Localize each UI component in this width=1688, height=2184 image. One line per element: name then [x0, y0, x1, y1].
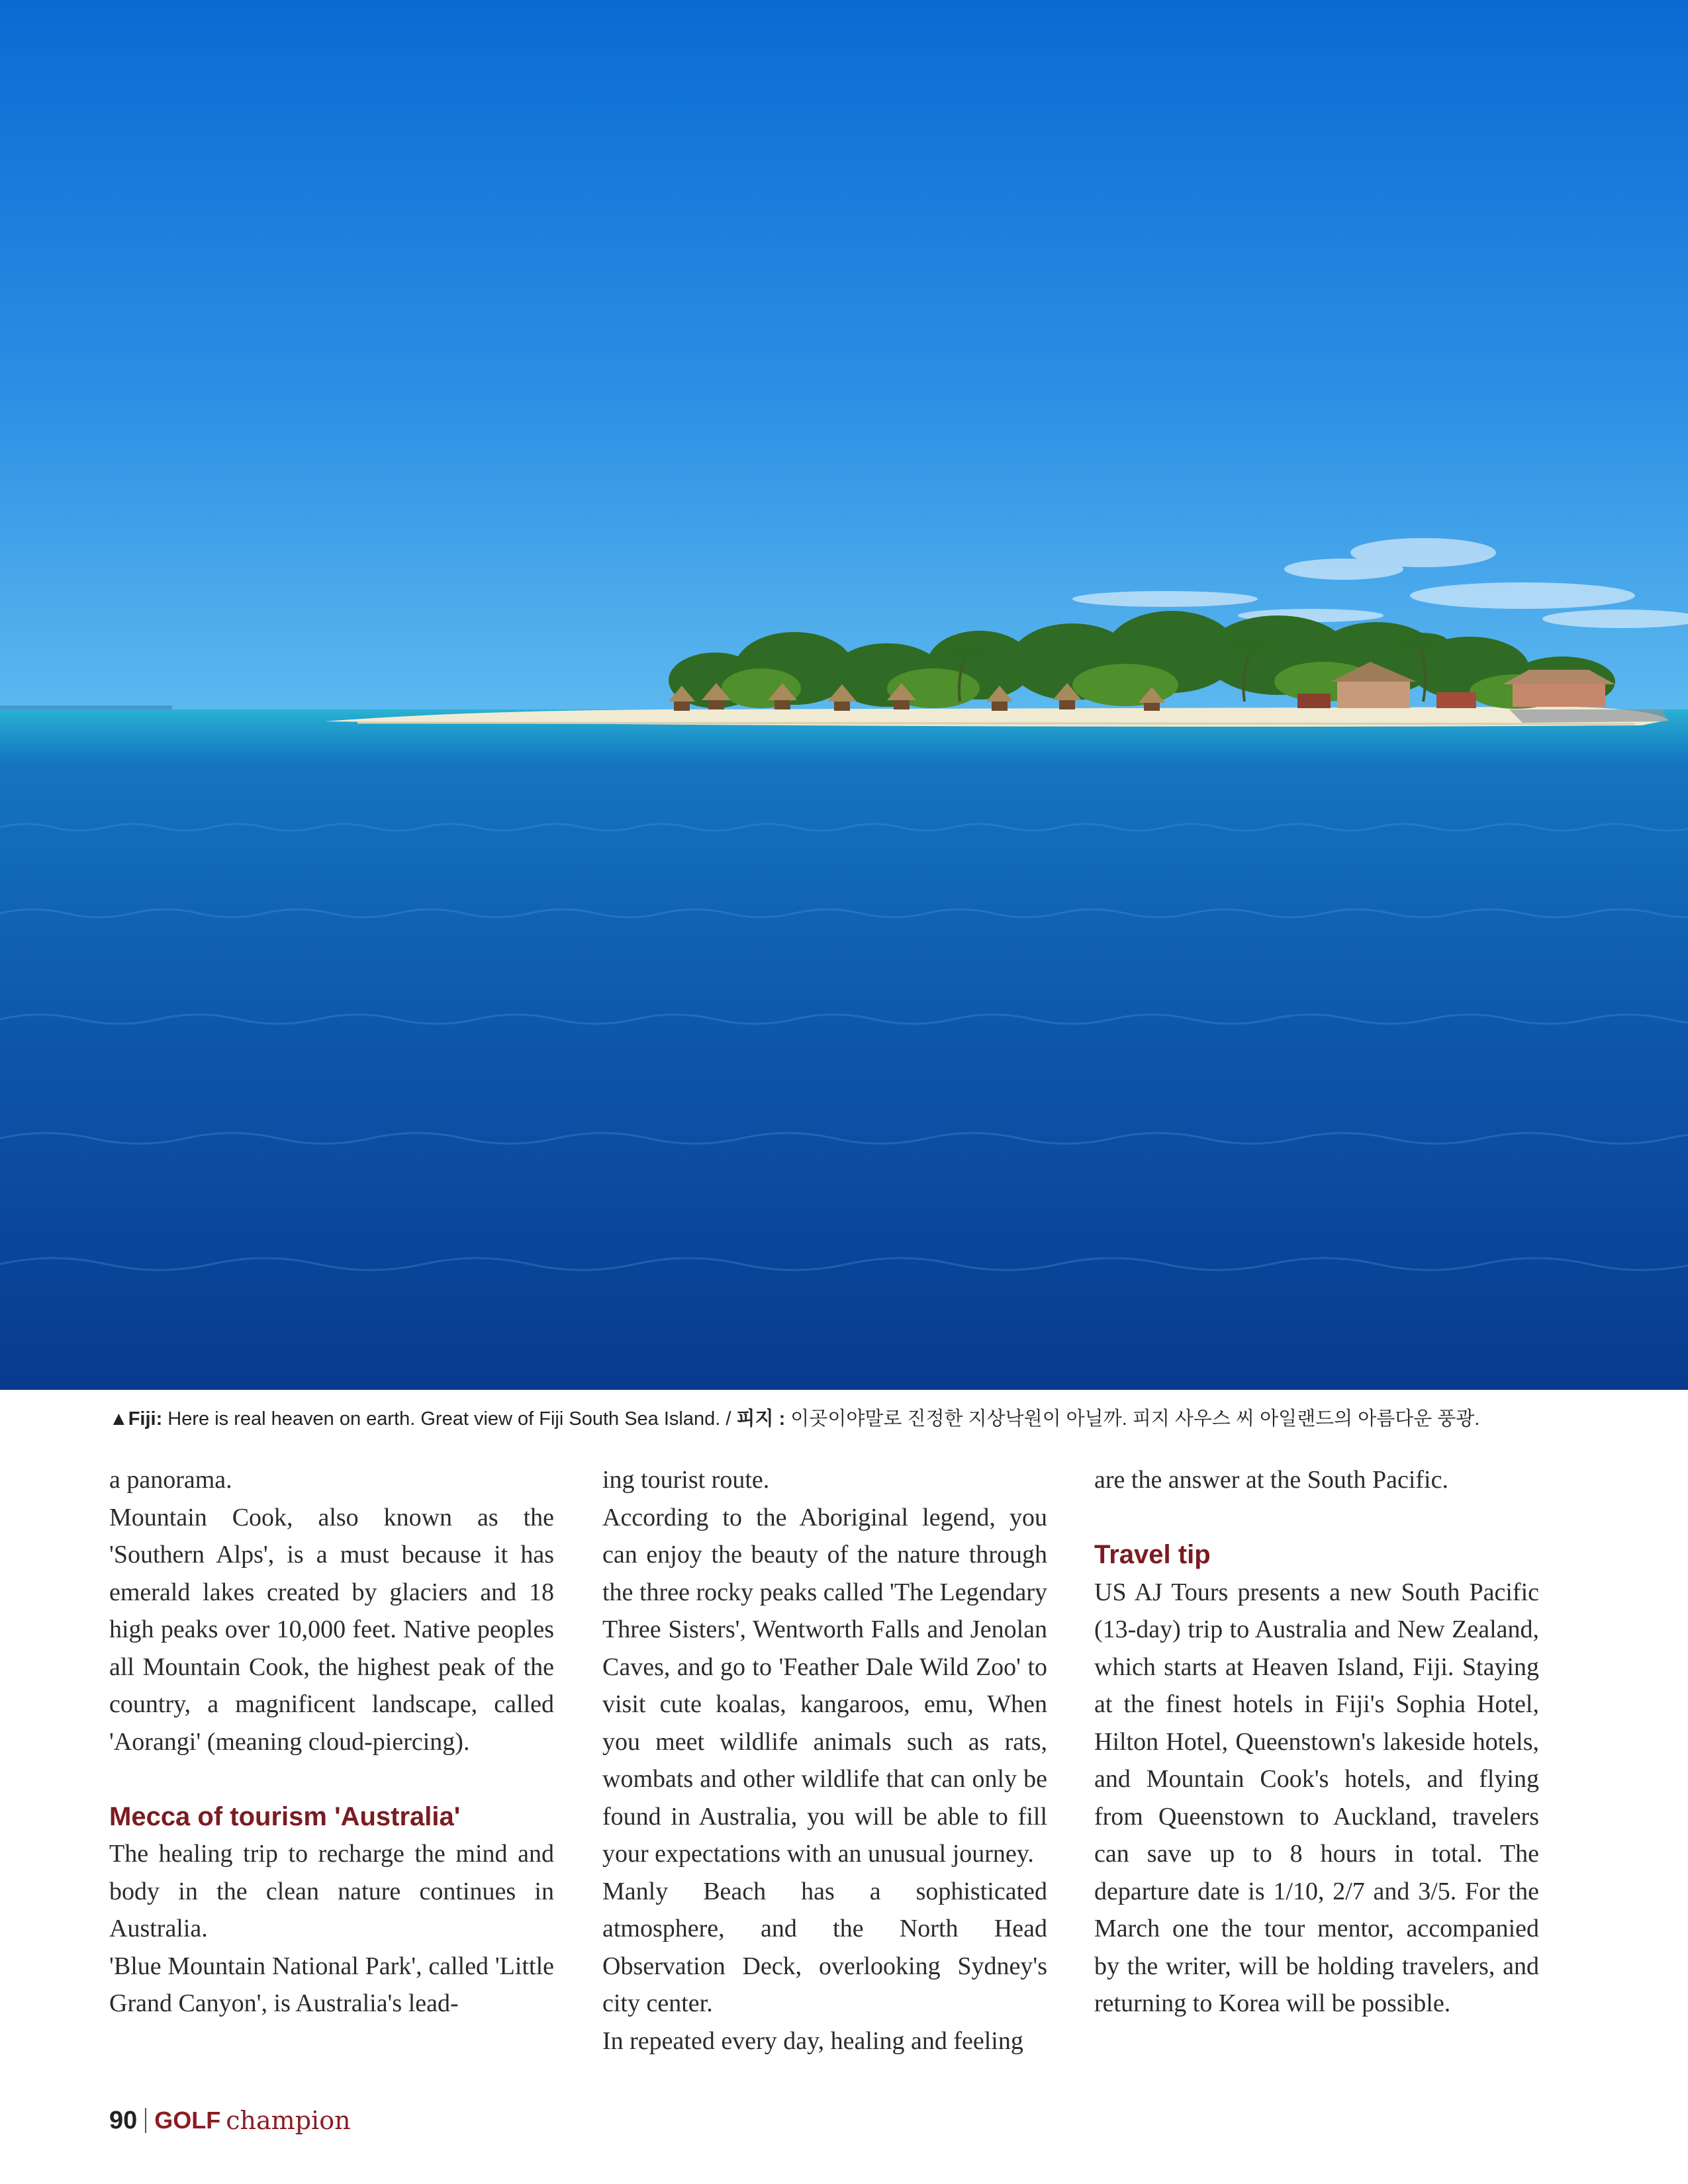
- caption-korean: 이곳이야말로 진정한 지상낙원이 아닐까. 피지 사우스 씨 아일랜드의 아름다운 풍광.: [785, 1408, 1480, 1430]
- paragraph: ing tourist route.: [602, 1466, 770, 1494]
- paragraph: Mountain Cook, also known as the 'Southern Alps', is a must because it has emerald lakes created by glaciers and 18 high peaks over 10,000 feet. Native peoples all Mountain Cook, the highest peak of the country, a magnificent landscape, called 'Aorangi' (meaning cloud-piercing).: [109, 1503, 554, 1756]
- paragraph: The healing trip to recharge the mind and body in the clean nature continues in Australia.: [109, 1840, 554, 1942]
- text-column-1: [109, 1461, 554, 2023]
- footer-divider: [145, 2108, 146, 2133]
- page-footer: [109, 2103, 351, 2138]
- paragraph: a panorama.: [109, 1466, 232, 1494]
- caption-korean-label: 피지 :: [736, 1408, 786, 1430]
- paragraph: 'Blue Mountain National Park', called 'Little Grand Canyon', is Australia's lead-: [109, 1952, 554, 2017]
- page-number: 90: [109, 2106, 138, 2134]
- magazine-brand-bold: GOLF: [154, 2107, 221, 2134]
- paragraph: In repeated every day, healing and feeling: [602, 2026, 1023, 2055]
- section-heading-australia: Mecca of tourism 'Australia': [109, 1801, 461, 1831]
- sea: [0, 709, 1688, 1390]
- paragraph: are the answer at the South Pacific.: [1094, 1466, 1448, 1494]
- sky: [0, 0, 1688, 711]
- caption-english: Here is real heaven on earth. Great view of Fiji South Sea Island. /: [162, 1408, 737, 1430]
- caption-marker: ▲: [109, 1408, 128, 1430]
- caption-label: Fiji:: [128, 1408, 163, 1430]
- section-heading-travel-tip: Travel tip: [1094, 1540, 1211, 1569]
- paragraph: According to the Aboriginal legend, you can enjoy the beauty of the nature through the three rocky peaks called 'The Legendary Three Sisters', Wentworth Falls and Jenolan Caves, and go to 'Feather Dale Wild Zoo' to visit cute koalas, kangaroos, emu, When you meet wildlife animals such as rats, wombats and other wildlife that can only be found in Australia, you will be able to fill your expectations with an unusual journey.: [602, 1503, 1047, 1868]
- magazine-brand-light: champion: [226, 2106, 351, 2135]
- photo-caption: [109, 1406, 1599, 1432]
- paragraph: US AJ Tours presents a new South Pacific (13-day) trip to Australia and New Zealand, which starts at Heaven Island, Fiji. Staying at the finest hotels in Fiji's Sophia Hotel, Hilton Hotel, Queenstown's lakeside hotels, and Mountain Cook's hotels, and flying from Queenstown to Auckland, travelers can save up to 8 hours in total. The departure date is 1/10, 2/7 and 3/5. For the March one the tour mentor, accompanied by the writer, will be holding travelers, and returning to Korea will be possible.: [1094, 1578, 1539, 2017]
- text-column-3: [1094, 1461, 1539, 2023]
- text-column-2: [602, 1461, 1047, 2060]
- paragraph: Manly Beach has a sophisticated atmosphere, and the North Head Observation Deck, overlooking Sydney's city center.: [602, 1877, 1047, 2017]
